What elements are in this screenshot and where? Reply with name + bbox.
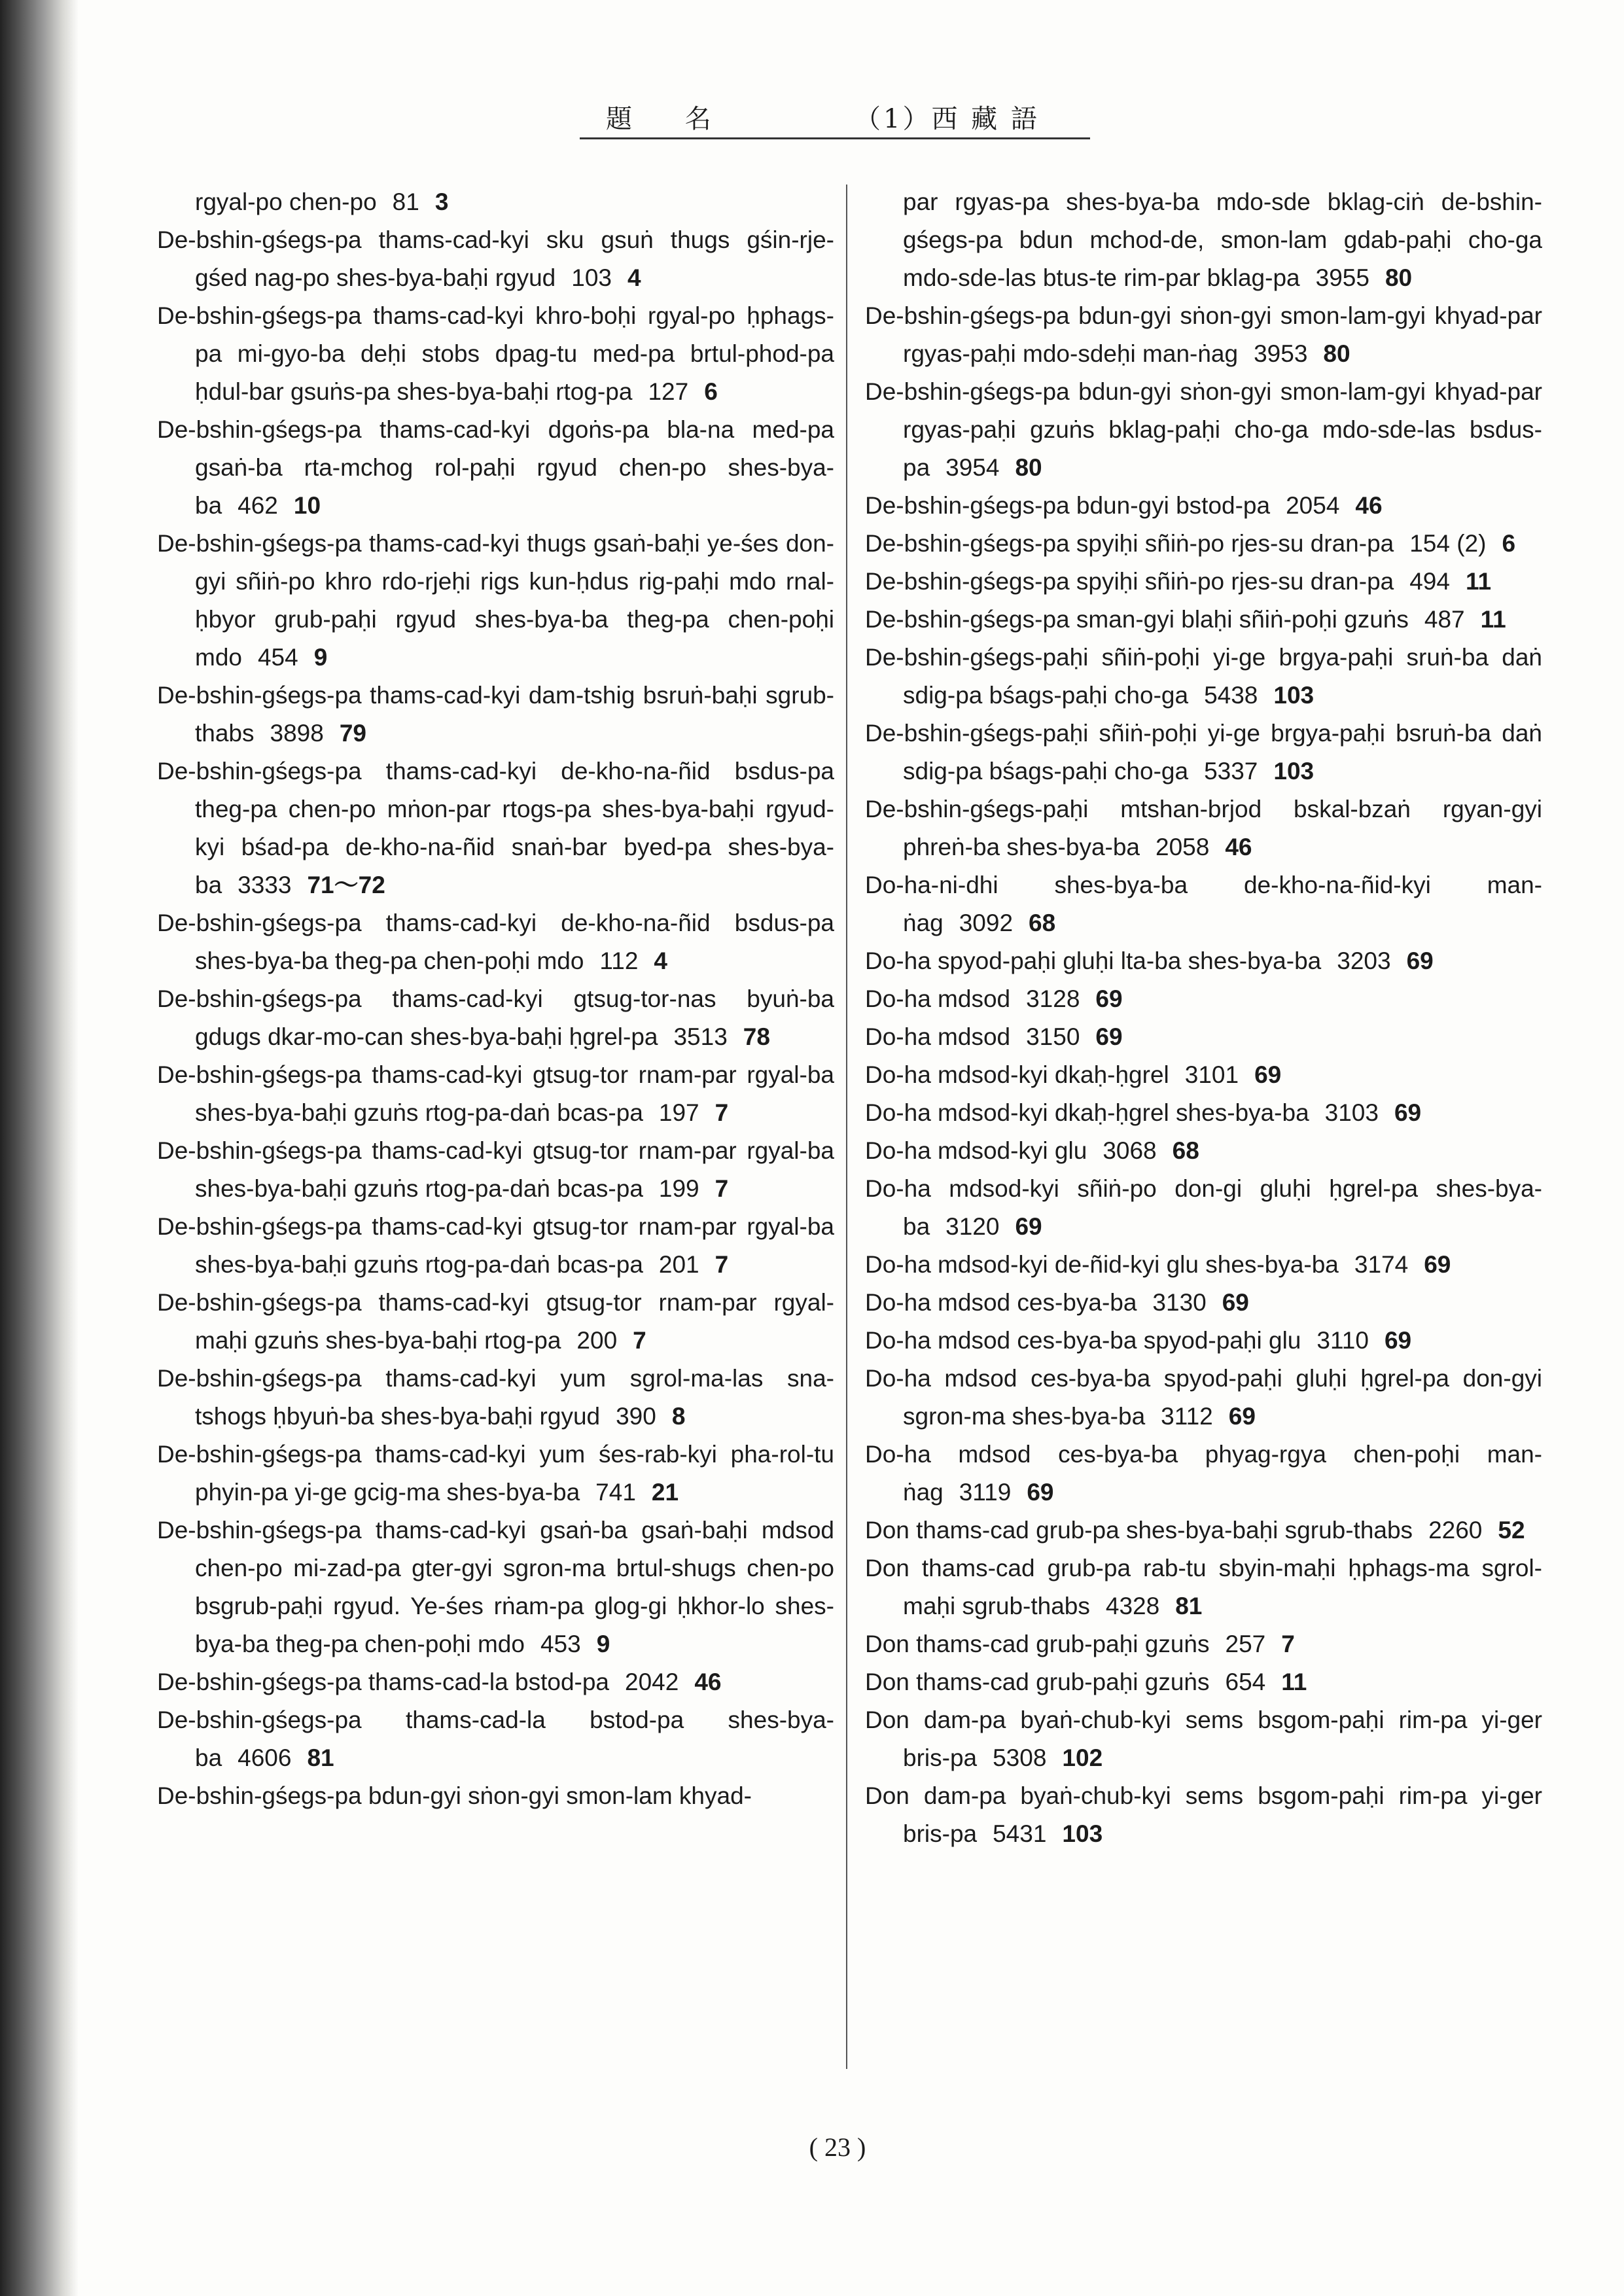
entry-catalog-number: 453 [540,1631,581,1657]
entry-catalog-number: 154 (2) [1409,530,1487,557]
entry-catalog-number: 3092 [959,910,1014,936]
entry-catalog-number: 5337 [1204,758,1258,785]
index-entry [865,1777,1542,1853]
entry-catalog-number: 3174 [1354,1251,1409,1278]
entry-catalog-number: 3101 [1184,1061,1239,1088]
entry-title: De-bshin-gśegs-pa bdun-gyi sṅon-gyi smon-lam-gyi khyad-par rgyas-paḥi mdo-sdeḥi man-ṅag [865,302,1542,367]
entry-volume-number: 103 [1273,682,1315,709]
entry-title: De-bshin-gśegs-pa thams-cad-kyi yum śes-rab-kyi pha-rol-tu phyin-pa yi-ge gcig-ma shes-bya-ba [157,1441,834,1506]
index-entry [157,1436,834,1511]
index-entry [865,563,1542,601]
entry-title: De-bshin-gśegs-pa thams-cad-la bstod-pa shes-bya-ba [157,1706,834,1771]
entry-catalog-number: 741 [595,1479,636,1506]
entry-catalog-number: 4606 [238,1744,292,1771]
entry-catalog-number: 487 [1424,606,1465,633]
entry-catalog-number: 3119 [959,1479,1012,1506]
book-binding-shadow [0,0,79,2296]
entry-title: Do-ha-ni-dhi shes-bya-ba de-kho-na-ñid-kyi man-ṅag [865,872,1542,936]
entry-volume-number: 3 [434,188,449,215]
entry-catalog-number: 103 [571,264,612,291]
index-entry [865,1625,1542,1663]
entry-catalog-number: 3110 [1316,1327,1369,1354]
index-entry [865,297,1542,373]
entry-catalog-number: 199 [658,1175,699,1202]
entry-title: Don thams-cad grub-pa rab-tu sbyin-maḥi ḥphags-ma sgrol-maḥi sgrub-thabs [865,1555,1542,1619]
index-entry [865,1436,1542,1511]
header-section: （1）西 藏 語 [855,104,1040,134]
entry-title: De-bshin-gśegs-pa thams-cad-kyi sku gsuṅ thugs gśin-rje-gśed nag-po shes-bya-baḥi rgyud [157,226,834,291]
entry-title: De-bshin-gśegs-pa thams-cad-kyi gtsug-tor rnam-par rgyal-ba shes-bya-baḥi gzuṅs rtog-pa-daṅ bcas-pa [157,1137,834,1202]
entry-title: Do-ha mdsod-kyi dkaḥ-ḥgrel shes-bya-ba [865,1099,1309,1126]
index-entry [157,1360,834,1436]
entry-volume-number: 11 [1480,606,1506,633]
entry-catalog-number: 3130 [1152,1289,1207,1316]
entry-catalog-number: 494 [1409,568,1450,595]
entry-title: De-bshin-gśegs-pa thams-cad-kyi yum sgrol-ma-las sna-tshogs ḥbyuṅ-ba shes-bya-baḥi rgyud [157,1365,834,1430]
entry-title: De-bshin-gśegs-pa bdun-gyi sṅon-gyi smon-lam khyad- [157,1782,752,1809]
index-entry [157,1208,834,1284]
entry-catalog-number: 3955 [1315,264,1369,291]
index-entry [157,297,834,411]
index-entry [157,525,834,677]
entry-title: Don thams-cad grub-paḥi gzuṅs [865,1631,1210,1657]
entry-catalog-number: 81 [392,188,419,215]
entry-title: par rgyas-pa shes-bya-ba mdo-sde bklag-ciṅ de-bshin-gśegs-pa bdun mchod-de, smon-lam gdab-paḥi cho-ga mdo-sde-las btus-te rim-par bklag-pa [903,188,1542,291]
entry-catalog-number: 462 [238,492,278,519]
entry-volume-number: 46 [1225,834,1252,860]
index-entry [865,525,1542,563]
entry-title: Don dam-pa byaṅ-chub-kyi sems bsgom-paḥi rim-pa yi-ger bris-pa [865,1706,1542,1771]
index-entry [157,904,834,980]
entry-catalog-number: 3898 [270,720,324,747]
entry-volume-number: 78 [743,1023,770,1050]
entry-catalog-number: 112 [599,947,639,974]
entry-catalog-number: 3513 [673,1023,728,1050]
entry-title: De-bshin-gśegs-pa thams-cad-kyi thugs gsaṅ-baḥi ye-śes don-gyi sñiṅ-po khro rdo-rjeḥi rigs kun-ḥdus rig-paḥi mdo rnal-ḥbyor grub-paḥi rgyud shes-bya-ba theg-pa chen-poḥi mdo [157,530,834,671]
right-column [865,183,1542,1853]
index-entry [157,1056,834,1132]
entry-volume-number: 103 [1062,1820,1103,1847]
entry-volume-number: 69 [1015,1213,1042,1240]
entry-volume-number: 8 [671,1403,686,1430]
index-entry [865,1549,1542,1625]
entry-title: De-bshin-gśegs-pa thams-cad-kyi gtsug-tor rnam-par rgyal-ba shes-bya-baḥi gzuṅs rtog-pa-daṅ bcas-pa [157,1213,834,1278]
entry-catalog-number: 454 [257,644,298,671]
entry-title: Do-ha mdsod ces-bya-ba [865,1289,1137,1316]
entry-volume-number: 69 [1228,1403,1256,1430]
entry-title: De-bshin-gśegs-pa thams-cad-kyi khro-boḥi rgyal-po ḥphags-pa mi-gyo-ba deḥi stobs dpag-tu med-pa brtul-phod-pa ḥdul-bar gsuṅs-pa shes-bya-baḥi rtog-pa [157,302,834,405]
entry-volume-number: 4 [654,947,667,974]
entry-title: Do-ha mdsod-kyi glu [865,1137,1087,1164]
entry-title: Don dam-pa byaṅ-chub-kyi sems bsgom-paḥi rim-pa yi-ger bris-pa [865,1782,1542,1847]
entry-title: rgyal-po chen-po [195,188,377,215]
index-entry [865,1170,1542,1246]
left-column [157,183,834,1815]
index-entry [865,1246,1542,1284]
entry-title: De-bshin-gśegs-paḥi sñiṅ-poḥi yi-ge brgya-paḥi bsruṅ-ba daṅ sdig-pa bśags-paḥi cho-ga [865,720,1542,785]
entry-catalog-number: 3203 [1337,947,1391,974]
index-entry [865,790,1542,866]
index-entry [157,752,834,904]
entry-volume-number: 21 [651,1479,679,1506]
index-entry [157,677,834,752]
entry-catalog-number: 200 [576,1327,618,1354]
index-entry [865,715,1542,790]
index-entry [865,487,1542,525]
entry-catalog-number: 197 [658,1099,699,1126]
entry-title: Don thams-cad grub-paḥi gzuṅs [865,1669,1210,1695]
entry-title: De-bshin-gśegs-paḥi mtshan-brjod bskal-bzaṅ rgyan-gyi phreṅ-ba shes-bya-ba [865,796,1542,860]
entry-catalog-number: 127 [648,378,689,405]
index-entry [865,1018,1542,1056]
index-entry [157,1511,834,1663]
page-number: ( 23 ) [809,2132,866,2162]
index-entry [865,373,1542,487]
index-entry [865,1094,1542,1132]
entry-volume-number: 52 [1498,1517,1525,1544]
entry-volume-number: 11 [1465,568,1492,595]
entry-catalog-number: 3120 [945,1213,1000,1240]
entry-catalog-number: 2054 [1286,492,1340,519]
index-entry [157,221,834,297]
entry-catalog-number: 654 [1225,1669,1266,1695]
entry-title: Do-ha mdsod ces-bya-ba phyag-rgya chen-poḥi man-ṅag [865,1441,1542,1506]
index-entry [157,1284,834,1360]
entry-catalog-number: 201 [658,1251,699,1278]
entry-title: De-bshin-gśegs-pa thams-cad-kyi gtsug-tor rnam-par rgyal-maḥi gzuṅs shes-bya-baḥi rtog-pa [157,1289,834,1354]
entry-title: Do-ha mdsod [865,985,1011,1012]
entry-title: De-bshin-gśegs-pa thams-cad-kyi gtsug-tor rnam-par rgyal-ba shes-bya-baḥi gzuṅs rtog-pa-daṅ bcas-pa [157,1061,834,1126]
entry-catalog-number: 3954 [945,454,1000,481]
index-entry [865,183,1542,297]
entry-catalog-number: 390 [616,1403,656,1430]
index-entry [865,1360,1542,1436]
entry-title: De-bshin-gśegs-pa sman-gyi blaḥi sñiṅ-poḥi gzuṅs [865,606,1409,633]
entry-volume-number: 69 [1254,1061,1282,1088]
entry-volume-number: 80 [1015,454,1042,481]
entry-title: Do-ha mdsod-kyi sñiṅ-po don-gi gluḥi ḥgrel-pa shes-bya-ba [865,1175,1542,1240]
entry-volume-number: 46 [1355,492,1383,519]
entry-volume-number: 71～72 [307,872,385,898]
entry-catalog-number: 3068 [1103,1137,1157,1164]
index-entry [157,1132,834,1208]
entry-title: Do-ha mdsod-kyi dkaḥ-ḥgrel [865,1061,1169,1088]
entry-catalog-number: 5438 [1204,682,1258,709]
entry-volume-number: 7 [715,1251,729,1278]
entry-volume-number: 80 [1323,340,1350,367]
entry-catalog-number: 5431 [993,1820,1047,1847]
entry-volume-number: 81 [307,1744,334,1771]
entry-title: Do-ha mdsod ces-bya-ba spyod-paḥi glu [865,1327,1301,1354]
entry-volume-number: 69 [1394,1099,1422,1126]
index-entry [157,183,834,221]
index-entry [865,601,1542,639]
entry-title: De-bshin-gśegs-pa thams-cad-kyi gsaṅ-ba gsaṅ-baḥi mdsod chen-po mi-zad-pa gter-gyi sgron-ma brtul-shugs chen-po bsgrub-paḥi rgyud. Ye-śes rṅam-pa glog-gi ḥkhor-lo shes-bya-ba theg-pa chen-poḥi mdo [157,1517,834,1657]
entry-catalog-number: 5308 [993,1744,1047,1771]
running-header [580,98,1090,139]
entry-volume-number: 7 [715,1099,729,1126]
entry-catalog-number: 3150 [1026,1023,1080,1050]
entry-title: Do-ha mdsod [865,1023,1011,1050]
index-entry [865,1284,1542,1322]
entry-catalog-number: 3112 [1161,1403,1213,1430]
entry-title: De-bshin-gśegs-pa thams-cad-kyi dam-tshig bsruṅ-baḥi sgrub-thabs [157,682,834,747]
entry-volume-number: 68 [1172,1137,1199,1164]
index-entry [865,639,1542,715]
header-title: 題 名 [606,104,714,134]
entry-volume-number: 6 [704,378,718,405]
index-entry [157,980,834,1056]
entry-title: De-bshin-gśegs-pa thams-cad-la bstod-pa [157,1669,610,1695]
column-divider [846,185,847,2069]
entry-catalog-number: 2042 [625,1669,679,1695]
entry-catalog-number: 3103 [1324,1099,1379,1126]
entry-volume-number: 69 [1222,1289,1249,1316]
entry-title: De-bshin-gśegs-pa thams-cad-kyi de-kho-na-ñid bsdus-pa theg-pa chen-po mṅon-par rtogs-pa shes-bya-baḥi rgyud-kyi bśad-pa de-kho-na-ñid snaṅ-bar byed-pa shes-bya-ba [157,758,834,898]
entry-volume-number: 69 [1424,1251,1451,1278]
entry-volume-number: 68 [1029,910,1056,936]
index-entry [865,1322,1542,1360]
entry-title: De-bshin-gśegs-pa spyiḥi sñiṅ-po rjes-su dran-pa [865,568,1394,595]
index-entry [157,1777,834,1815]
entry-catalog-number: 2260 [1428,1517,1483,1544]
entry-volume-number: 7 [715,1175,729,1202]
entry-volume-number: 46 [694,1669,722,1695]
entry-volume-number: 4 [627,264,641,291]
entry-title: De-bshin-gśegs-pa thams-cad-kyi de-kho-na-ñid bsdus-pa shes-bya-ba theg-pa chen-poḥi mdo [157,910,834,974]
index-entry [865,980,1542,1018]
index-entry [865,1132,1542,1170]
entry-volume-number: 81 [1175,1593,1203,1619]
entry-volume-number: 7 [633,1327,646,1354]
entry-title: Do-ha spyod-paḥi gluḥi lta-ba shes-bya-ba [865,947,1322,974]
entry-catalog-number: 3128 [1026,985,1080,1012]
entry-catalog-number: 4328 [1105,1593,1160,1619]
entry-volume-number: 9 [596,1631,610,1657]
entry-volume-number: 103 [1273,758,1315,785]
entry-title: De-bshin-gśegs-pa thams-cad-kyi dgoṅs-pa bla-na med-pa gsaṅ-ba rta-mchog rol-paḥi rgyud chen-po shes-bya-ba [157,416,834,519]
entry-volume-number: 6 [1502,530,1516,557]
index-entry [865,1511,1542,1549]
entry-volume-number: 69 [1406,947,1434,974]
entry-title: De-bshin-gśegs-pa bdun-gyi bstod-pa [865,492,1271,519]
entry-title: Do-ha mdsod-kyi de-ñid-kyi glu shes-bya-ba [865,1251,1339,1278]
index-entry [865,866,1542,942]
entry-volume-number: 102 [1062,1744,1103,1771]
entry-title: Don thams-cad grub-pa shes-bya-baḥi sgrub-thabs [865,1517,1413,1544]
entry-title: De-bshin-gśegs-paḥi sñiṅ-poḥi yi-ge brgya-paḥi sruṅ-ba daṅ sdig-pa bśags-paḥi cho-ga [865,644,1542,709]
index-entry [157,1701,834,1777]
entry-catalog-number: 257 [1225,1631,1266,1657]
entry-volume-number: 7 [1281,1631,1295,1657]
entry-catalog-number: 2058 [1156,834,1210,860]
entry-volume-number: 9 [313,644,328,671]
index-entry [865,1663,1542,1701]
index-entry [865,942,1542,980]
entry-title: De-bshin-gśegs-pa bdun-gyi sṅon-gyi smon-lam-gyi khyad-par rgyas-paḥi gzuṅs bklag-paḥi cho-ga mdo-sde-las bsdus-pa [865,378,1542,481]
entry-volume-number: 11 [1281,1669,1307,1695]
entry-title: Do-ha mdsod ces-bya-ba spyod-paḥi gluḥi ḥgrel-pa don-gyi sgron-ma shes-bya-ba [865,1365,1542,1430]
entry-volume-number: 69 [1095,1023,1123,1050]
index-entry [157,1663,834,1701]
entry-title: De-bshin-gśegs-pa spyiḥi sñiṅ-po rjes-su dran-pa [865,530,1394,557]
entry-volume-number: 79 [339,720,366,747]
entry-volume-number: 80 [1385,264,1413,291]
entry-volume-number: 69 [1027,1479,1054,1506]
entry-volume-number: 69 [1384,1327,1412,1354]
index-entry [157,411,834,525]
entry-volume-number: 10 [293,492,321,519]
entry-catalog-number: 3333 [238,872,292,898]
entry-volume-number: 69 [1095,985,1123,1012]
entry-title: De-bshin-gśegs-pa thams-cad-kyi gtsug-tor-nas byuṅ-ba gdugs dkar-mo-can shes-bya-baḥi ḥgrel-pa [157,985,834,1050]
index-entry [865,1701,1542,1777]
index-entry [865,1056,1542,1094]
entry-catalog-number: 3953 [1254,340,1308,367]
